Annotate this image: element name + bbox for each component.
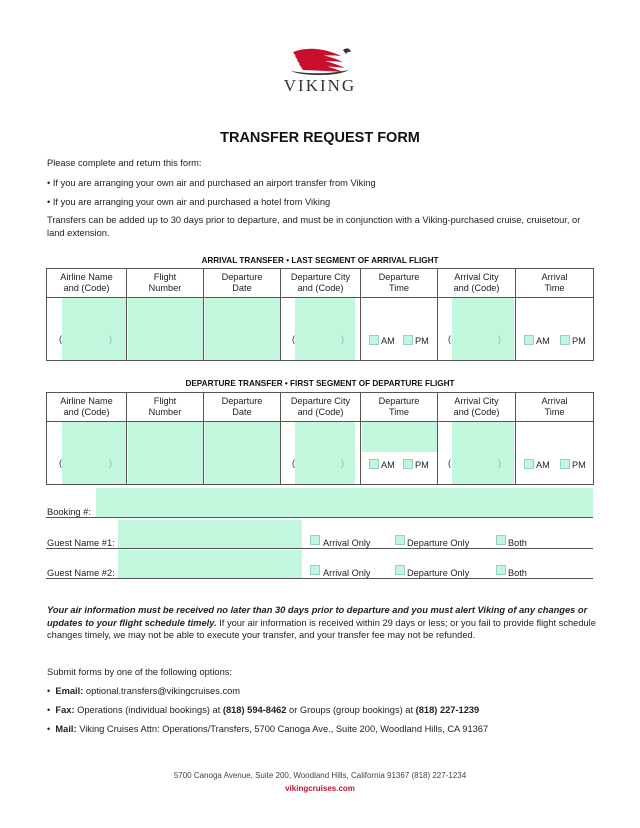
departure-only-label: Departure Only: [407, 568, 470, 578]
departure-date-field[interactable]: [205, 422, 280, 484]
intro-note: Transfers can be added up to 30 days prior to departure, and must be in conjunction with a Viking-purchased cruise, cruisetour, or land extension.: [47, 215, 581, 238]
email-label: Email:: [55, 686, 84, 696]
open-paren: (: [292, 334, 295, 344]
intro-bullet-1: • If you are arranging your own air and purchased an airport transfer from Viking: [47, 178, 376, 188]
departure-dep-time-field[interactable]: [362, 422, 437, 452]
departure-header-date: Departure Date: [204, 393, 281, 422]
viking-logo: [270, 42, 370, 98]
both-label: Both: [508, 568, 527, 578]
fax-label: Fax:: [55, 705, 75, 715]
logo-wordmark: VIKING: [283, 76, 357, 95]
arrival-dep-city-cell: [281, 298, 361, 361]
page-title: TRANSFER REQUEST FORM: [220, 130, 420, 146]
departure-dep-time-cell: [361, 422, 438, 485]
arrival-arr-city-cell: [438, 298, 516, 361]
arrival-header-date: Departure Date: [204, 269, 281, 298]
close-paren: ): [341, 458, 344, 468]
close-paren: ): [498, 458, 501, 468]
both-label: Both: [508, 538, 527, 548]
viking-ship-icon: [285, 42, 355, 76]
departure-only-label: Departure Only: [407, 538, 470, 548]
intro-line: Please complete and return this form:: [47, 158, 202, 168]
arrival-header-airline: Airline Name and (Code): [47, 269, 127, 298]
arrival-input-row: [47, 298, 594, 361]
departure-dep-city-cell: [281, 422, 361, 485]
arrival-airline-cell: [47, 298, 127, 361]
submit-fax: • Fax: Operations (individual bookings) at (818) 594-8462 or Groups (group bookings) at (818) 227-1239: [47, 705, 480, 715]
departure-dep-am-checkbox[interactable]: [369, 459, 379, 469]
pm-label: PM: [415, 460, 429, 470]
departure-header-row: [47, 393, 594, 422]
close-paren: ): [498, 334, 501, 344]
departure-dep-pm-checkbox[interactable]: [403, 459, 413, 469]
footer-address: 5700 Canoga Avenue, Suite 200, Woodland Hills, California 91367 (818) 227-1234: [173, 771, 467, 780]
air-info-notice: [47, 604, 597, 642]
departure-section-title: DEPARTURE TRANSFER • FIRST SEGMENT OF DEPARTURE FLIGHT: [185, 379, 455, 388]
guest-2-arrival-only-checkbox[interactable]: [310, 565, 320, 575]
close-paren: ): [341, 334, 344, 344]
guest-2-departure-only-checkbox[interactable]: [395, 565, 405, 575]
arrival-header-arr-time: Arrival Time: [516, 269, 594, 298]
arrival-header-flight: Flight Number: [127, 269, 204, 298]
arrival-dep-time-cell: [361, 298, 438, 361]
departure-arr-am-checkbox[interactable]: [524, 459, 534, 469]
guest-2-label: Guest Name #2:: [47, 568, 115, 578]
pm-label: PM: [415, 336, 429, 346]
arrival-header-dep-city: Departure City and (Code): [281, 269, 361, 298]
arrival-dep-pm-checkbox[interactable]: [403, 335, 413, 345]
arrival-arr-city-field[interactable]: [452, 298, 514, 360]
submit-mail: • Mail: Viking Cruises Attn: Operations/Transfers, 5700 Canoga Ave., Suite 200, Woodland Hills, CA 91367: [47, 724, 489, 734]
close-paren: ): [109, 334, 112, 344]
arrival-header-arr-city: Arrival City and (Code): [438, 269, 516, 298]
arrival-dep-am-checkbox[interactable]: [369, 335, 379, 345]
open-paren: (: [59, 334, 62, 344]
arrival-dep-city-field[interactable]: [295, 298, 355, 360]
departure-input-row: [47, 422, 594, 485]
fax-number-individual: (818) 594-8462: [222, 705, 287, 715]
mail-value: Viking Cruises Attn: Operations/Transfers, 5700 Canoga Ave., Suite 200, Woodland Hills, CA 91367: [76, 724, 489, 734]
guest-1-label: Guest Name #1:: [47, 538, 115, 548]
arrival-flight-cell: [127, 298, 204, 361]
footer-website-link[interactable]: vikingcruises.com: [285, 784, 355, 793]
am-label: AM: [381, 336, 395, 346]
departure-flight-cell: [127, 422, 204, 485]
arrival-section-title: ARRIVAL TRANSFER • LAST SEGMENT OF ARRIVAL FLIGHT: [201, 256, 439, 265]
submit-email: • Email: optional.transfers@vikingcruises.com: [47, 686, 241, 696]
am-label: AM: [536, 460, 550, 470]
pm-label: PM: [572, 460, 586, 470]
arrival-airline-field[interactable]: [62, 298, 126, 360]
departure-dep-city-field[interactable]: [295, 422, 355, 484]
fax-mid: or Groups (group bookings) at: [286, 705, 416, 715]
notice-bold: Your air information must be received no later than 30 days prior to departure and you must alert Viking of any changes or updates to your flight schedule timely.: [47, 605, 588, 628]
open-paren: (: [448, 334, 451, 344]
departure-header-airline: Airline Name and (Code): [47, 393, 127, 422]
guest-1-name-field[interactable]: [118, 520, 302, 548]
arrival-arr-time-cell: [516, 298, 594, 361]
departure-header-dep-time: Departure Time: [361, 393, 438, 422]
arrival-only-label: Arrival Only: [323, 538, 371, 548]
open-paren: (: [448, 458, 451, 468]
open-paren: (: [59, 458, 62, 468]
departure-arr-pm-checkbox[interactable]: [560, 459, 570, 469]
departure-arr-city-cell: [438, 422, 516, 485]
departure-arr-city-field[interactable]: [452, 422, 514, 484]
submit-heading: Submit forms by one of the following options:: [47, 667, 233, 677]
booking-underline: [46, 517, 593, 518]
departure-header-arr-city: Arrival City and (Code): [438, 393, 516, 422]
departure-date-cell: [204, 422, 281, 485]
arrival-date-field[interactable]: [205, 298, 280, 360]
guest-1-both-checkbox[interactable]: [496, 535, 506, 545]
departure-header-dep-city: Departure City and (Code): [281, 393, 361, 422]
departure-arr-time-cell: [516, 422, 594, 485]
pm-label: PM: [572, 336, 586, 346]
arrival-arr-am-checkbox[interactable]: [524, 335, 534, 345]
guest-2-both-checkbox[interactable]: [496, 565, 506, 575]
arrival-only-label: Arrival Only: [323, 568, 371, 578]
departure-airline-field[interactable]: [62, 422, 126, 484]
email-value[interactable]: optional.transfers@vikingcruises.com: [83, 686, 241, 696]
mail-label: Mail:: [55, 724, 77, 734]
guest-1-departure-only-checkbox[interactable]: [395, 535, 405, 545]
arrival-date-cell: [204, 298, 281, 361]
guest-2-underline: [46, 578, 593, 579]
booking-number-field[interactable]: [96, 488, 593, 517]
fax-number-groups: (818) 227-1239: [415, 705, 480, 715]
close-paren: ): [109, 458, 112, 468]
departure-table: [46, 392, 594, 485]
open-paren: (: [292, 458, 295, 468]
arrival-arr-pm-checkbox[interactable]: [560, 335, 570, 345]
intro-bullet-2: • If you are arranging your own air and purchased a hotel from Viking: [47, 197, 331, 207]
guest-1-underline: [46, 548, 593, 549]
departure-flight-field[interactable]: [128, 422, 203, 484]
guest-1-arrival-only-checkbox[interactable]: [310, 535, 320, 545]
am-label: AM: [381, 460, 395, 470]
departure-airline-cell: [47, 422, 127, 485]
am-label: AM: [536, 336, 550, 346]
departure-header-flight: Flight Number: [127, 393, 204, 422]
booking-label: Booking #:: [47, 507, 91, 517]
arrival-flight-field[interactable]: [128, 298, 203, 360]
guest-2-name-field[interactable]: [118, 550, 302, 578]
departure-header-arr-time: Arrival Time: [516, 393, 594, 422]
arrival-header-dep-time: Departure Time: [361, 269, 438, 298]
fax-pre: Operations (individual bookings) at: [74, 705, 223, 715]
arrival-header-row: [47, 269, 594, 298]
arrival-table: [46, 268, 594, 361]
notice-rest: If your air information is received within 29 days or less; or you fail to provide flight schedule changes timely, we may not be able to execute your transfer, and your transfer fee may not be refunded.: [47, 617, 596, 641]
